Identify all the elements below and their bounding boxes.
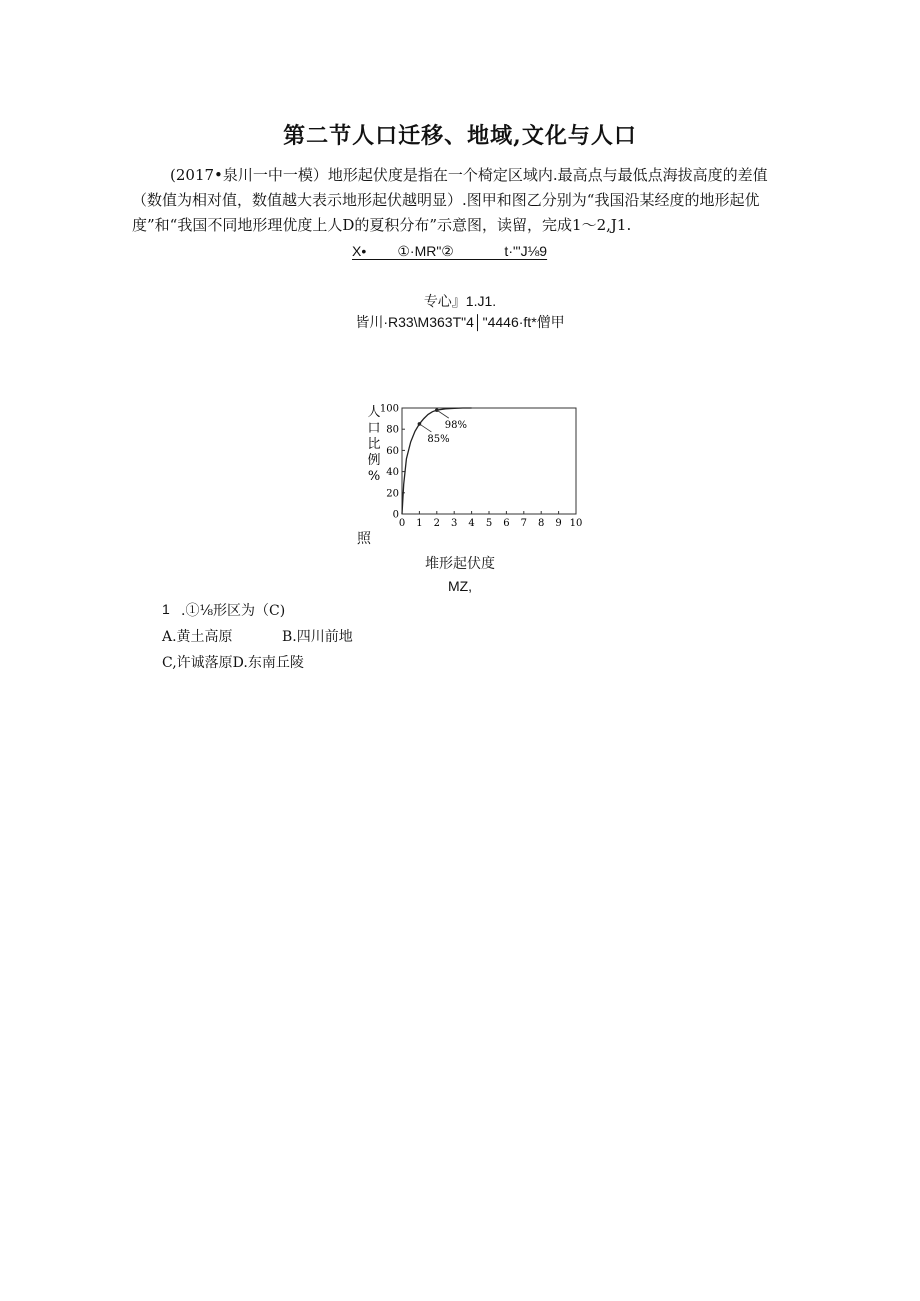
y-tick-label: 60 <box>386 445 399 457</box>
question-number: 1 <box>162 601 170 617</box>
figure-caption-1: 专心』1.J1. <box>423 293 497 309</box>
x-tick-label: 6 <box>503 518 510 529</box>
annotation-label: 85% <box>427 433 450 445</box>
x-tick-label: 7 <box>520 518 527 529</box>
y-axis-label-char: 人 <box>367 405 381 420</box>
intro-line-1: (2017•泉川一中一模）地形起伏度是指在一个椅定区域内.最高点与最低点海拔高度的差值 <box>170 166 768 184</box>
intro-line-3: 度”和“我国不同地形理优度上人D的夏积分布”示意图，读留，完成1〜2,J1. <box>132 216 632 234</box>
option-c-d: C,许诚落原D.东南丘陵 <box>162 655 304 671</box>
x-tick-label: 9 <box>555 518 562 529</box>
plot-frame <box>402 408 576 514</box>
y-tick-label: 40 <box>386 467 399 479</box>
question-stem: .①⅛形区为（C) <box>181 603 286 619</box>
y-tick-label: 20 <box>386 488 399 500</box>
annotation-leader <box>419 424 431 432</box>
chart-side-label: 照 <box>357 531 371 547</box>
intro-line-2: （数值为相对值，数值越大表示地形起伏越明显）.图甲和图乙分别为“我国沿某经度的地形起优 <box>132 191 760 209</box>
garbled-chart-label: X• ①·MR"② t·"'J⅛9 <box>352 243 548 259</box>
y-tick-label: 100 <box>379 403 399 415</box>
x-tick-label: 1 <box>416 518 423 529</box>
y-tick-label: 80 <box>386 424 399 436</box>
y-axis-label-char: 比 <box>367 437 381 452</box>
option-a: A.黄土高原 <box>162 629 233 645</box>
chart-subcaption: MZ, <box>447 578 473 594</box>
x-tick-label: 0 <box>398 518 406 529</box>
y-axis-label-char: 口 <box>367 421 381 436</box>
annotation-label: 98% <box>444 420 468 432</box>
x-tick-label: 5 <box>485 518 493 529</box>
annotation-leader <box>437 410 449 418</box>
figure-caption-2: 皆川·R33\M363T"4│"4446·ft*僧甲 <box>355 314 565 330</box>
y-axis-label <box>367 405 380 484</box>
page-title: 第二节人口迁移、地域,文化与人口 <box>283 123 637 149</box>
x-tick-label: 3 <box>451 518 458 529</box>
x-tick-label: 10 <box>569 518 583 529</box>
chart-x-label: 堆形起伏度 <box>425 556 495 572</box>
x-tick-label: 2 <box>433 518 440 529</box>
option-b: B.四川前地 <box>282 629 353 645</box>
y-axis-label-char: 例 <box>367 453 381 468</box>
y-axis-label-char: % <box>367 469 381 484</box>
x-tick-label: 4 <box>468 518 475 529</box>
x-tick-label: 8 <box>538 518 545 529</box>
y-tick-label: 0 <box>392 509 399 521</box>
population-chart <box>360 398 590 530</box>
